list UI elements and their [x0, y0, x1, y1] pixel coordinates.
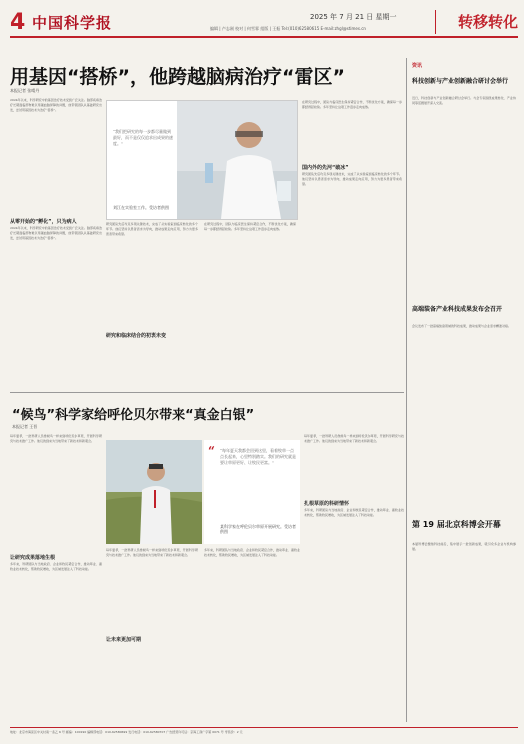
article-divider — [10, 392, 404, 393]
sidebar-label: 资讯 — [412, 63, 423, 69]
sidebar-item-1-text: 近日，科技创新与产业创新融合研讨会举行。与会专家围绕成果转化、产业协同等话题展开深入交流。 — [412, 96, 516, 105]
page-number: 4 — [10, 10, 26, 35]
article2-col1b-text: 多年来，科研团队与当地政府、企业和牧民紧密合作，推动草业、畜牧业技术转化，帮助牧民增收，为区域发展注入了科技动能。 — [10, 562, 102, 571]
article2-col2 — [106, 548, 198, 722]
article2-subhead-3: 扎根草原的科研情怀 — [304, 501, 350, 507]
sidebar-item-1-title: 科技创新与产业创新融合研讨会举行 — [412, 78, 509, 85]
article2-col1 — [10, 434, 102, 550]
article2-col4b — [304, 508, 404, 722]
article1-col1 — [10, 98, 102, 214]
page-footer: 地址：北京市海淀区中关村南一条乙 6 号 邮编：100190 编辑部电话：010-62580699 发行电话：010-62580707 广告经营许可证：京海工商广字第 0071 号 零售价：2 元 — [10, 727, 518, 734]
article2-col3 — [204, 548, 300, 722]
article2-subhead-2: 让未来更加可期 — [106, 637, 142, 643]
article1-col1-text: 2024年以来，科学研究中的基因治疗技术受到广泛关注。脑部疾病治疗长期面临药物难以穿越血脑屏障的问题，他带领团队从基础研究出发，尝试用基因技术为治疗“搭桥”。 — [10, 98, 102, 112]
sidebar-divider — [406, 58, 407, 722]
sidebar-item-3-body — [412, 542, 516, 722]
sidebar-item-2-title: 高端装备产业科技成果发布会召开 — [412, 306, 503, 313]
newspaper-logo: 中国科学报 — [32, 14, 113, 32]
editor-info: 编辑 | 卢志刚 校对 | 何雪霏 组版 | 王振 Tel:(010)62580615 E-mail:zhgl@stimes.cn — [210, 26, 366, 31]
article1-col4b-text: 研究团队先后攻克多项关键技术，完成了从实验室到临床转化的多个环节。他们坚持以患者需求为导向，推动成果走向应用，努力为更多患者带来希望。 — [302, 172, 402, 186]
article2-col2-text: 每年夏季，一批科研人员像候鸟一样来到呼伦贝尔草原，开展科学研究与技术推广工作。他们的到来为当地带来了新技术和新观念。 — [106, 548, 198, 557]
article1-col3-text: 在研究过程中，团队与临床医生保持紧密合作，不断优化方案，确保每一步都经得起检验。多年坚持让这项工作逐步走向成熟。 — [204, 222, 296, 231]
article1-photo-frame — [106, 100, 298, 220]
sidebar-item-1-body — [412, 96, 516, 296]
article2-byline: 本报记者 王晋 — [12, 424, 38, 429]
article1-col2-text: 研究团队先后攻克多项关键技术，完成了从实验室到临床转化的多个环节。他们坚持以患者需求为导向，推动成果走向应用，努力为更多患者带来希望。 — [106, 222, 198, 236]
scientist-lab-photo — [177, 101, 297, 219]
quote-mark-icon: “ — [208, 444, 215, 458]
article1-photo-caption: 刘江在实验室工作。受访者供图 — [113, 205, 169, 210]
article1-col4-text: 在研究过程中，团队与临床医生保持紧密合作，不断优化方案，确保每一步都经得起检验。多年坚持让这项工作逐步走向成熟。 — [302, 100, 402, 109]
article2-subhead-1: 让研究成果落地生根 — [10, 555, 56, 561]
article1-subhead-3: 研究和临床结合的初衷未变 — [106, 333, 167, 339]
article1-col3 — [204, 222, 296, 384]
article2-quote-box — [204, 440, 300, 544]
article2-col3-text: 多年来，科研团队与当地政府、企业和牧民紧密合作，推动草业、畜牧业技术转化，帮助牧民增收，为区域发展注入了科技动能。 — [204, 548, 300, 557]
article1-col1b — [10, 226, 102, 384]
grassland-photo — [106, 440, 202, 544]
article1-byline: 本报记者 张晴丹 — [10, 88, 40, 93]
sidebar-item-3-text: 本届科博会聚焦科技前沿，集中展示一批创新成果，吸引众多企业与机构参展。 — [412, 542, 516, 551]
article2-quote: “每年夏天我都会回到这里，看着牧草一点点长起来，心里特别踏实。我们的研究就是要让草原更好、让牧民更富。” — [220, 448, 296, 465]
article1-pullquote: “我们把研究的每一步都尽量做到最好，而不是仅仅追求出成果的速度。” — [113, 129, 173, 146]
article2-col4b-text: 多年来，科研团队与当地政府、企业和牧民紧密合作，推动草业、畜牧业技术转化，帮助牧民增收，为区域发展注入了科技动能。 — [304, 508, 404, 517]
issue-date: 2025 年 7 月 21 日 星期一 — [310, 13, 397, 21]
article1-col4 — [302, 100, 402, 160]
sidebar-item-3-title: 第 19 届北京科博会开幕 — [412, 520, 501, 529]
article1-col2 — [106, 222, 198, 384]
article1-col4b — [302, 172, 402, 384]
section-title: 转移转化 — [435, 10, 518, 34]
article2-col1-text: 每年夏季，一批科研人员像候鸟一样来到呼伦贝尔草原，开展科学研究与技术推广工作。他们的到来为当地带来了新技术和新观念。 — [10, 434, 102, 443]
scientist-grassland-image — [106, 440, 202, 544]
sidebar-item-2-text: 会议发布了一批高端装备领域的科技成果，推动成果与企业需求精准对接。 — [412, 324, 512, 328]
sidebar-item-2-body — [412, 324, 516, 514]
article2-headline: “候鸟”科学家给呼伦贝尔带来“真金白银” — [12, 408, 255, 423]
article2-photo-caption: 某科学家在呼伦贝尔草原开展研究。受访者供图 — [220, 524, 296, 534]
article2-col4 — [304, 434, 404, 494]
article2-col1b — [10, 562, 102, 722]
article1-subhead-2: 国内外的先河“破冰” — [302, 165, 349, 171]
masthead — [10, 10, 518, 38]
article1-headline: 用基因“搭桥”，他跨越脑病治疗“雷区” — [10, 66, 345, 88]
article2-col4-text: 每年夏季，一批科研人员像候鸟一样来到呼伦贝尔草原，开展科学研究与技术推广工作。他们的到来为当地带来了新技术和新观念。 — [304, 434, 404, 443]
article1-col1b-text: 2024年以来，科学研究中的基因治疗技术受到广泛关注。脑部疾病治疗长期面临药物难以穿越血脑屏障的问题，他带领团队从基础研究出发，尝试用基因技术为治疗“搭桥”。 — [10, 226, 102, 240]
article1-subhead-1: 从零开始的“孵化”，只为病人 — [10, 219, 77, 225]
